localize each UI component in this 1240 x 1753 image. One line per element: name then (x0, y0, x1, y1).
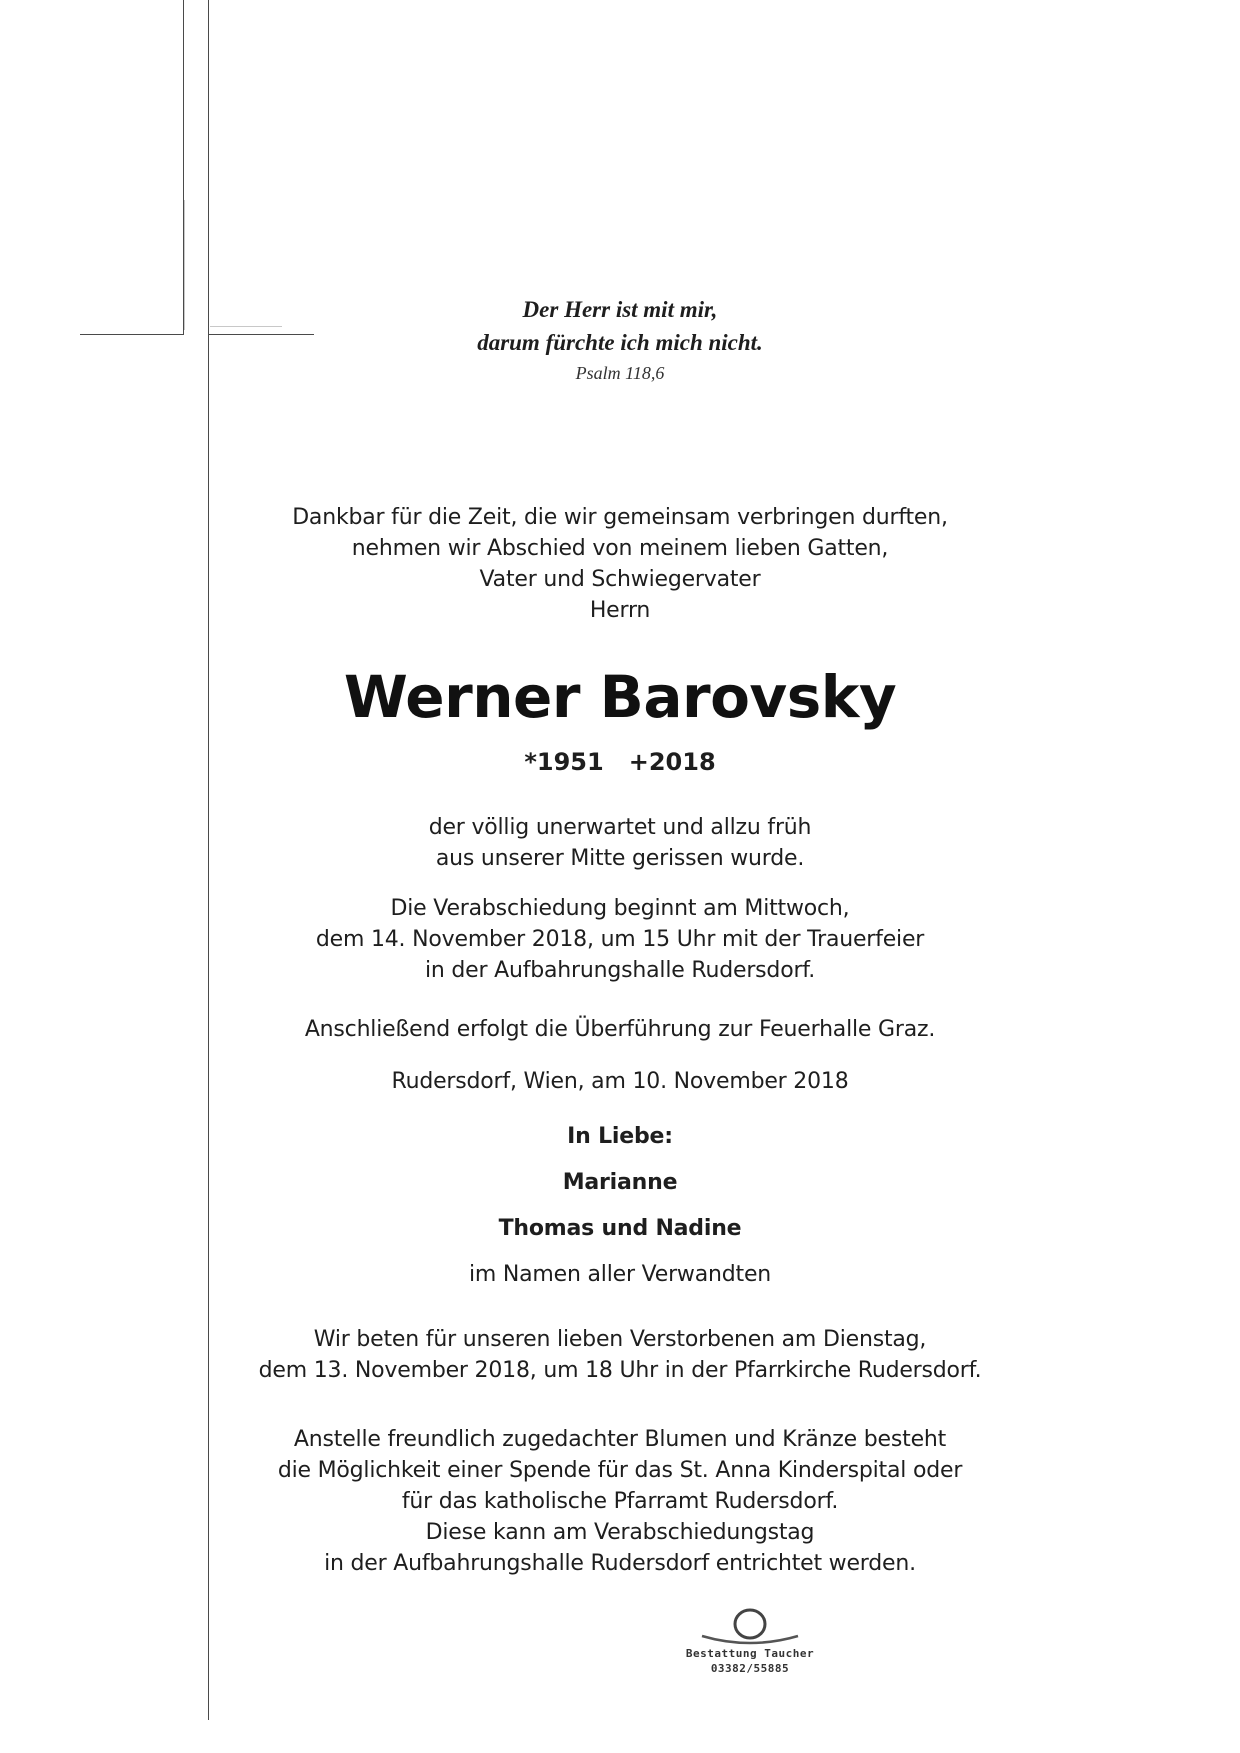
funeral-home-block (620, 1600, 880, 1676)
intro-line-2: nehmen wir Abschied von meinem lieben Gatten, (351, 536, 889, 561)
donation-line-3: für das katholische Pfarramt Rudersdorf. (401, 1489, 839, 1514)
mourners-heading: In Liebe: (567, 1124, 673, 1149)
passing-line-1: der völlig unerwartet und allzu früh (428, 815, 812, 840)
mourner-children: Thomas und Nadine (498, 1216, 742, 1241)
intro-line-3: Vater und Schwiegervater (479, 567, 761, 592)
prayer-line-2: dem 13. November 2018, um 18 Uhr in der Pfarrkirche Rudersdorf. (258, 1358, 982, 1383)
mourner-relatives: im Namen aller Verwandten (468, 1262, 772, 1287)
donation-line-4: Diese kann am Verabschiedungstag (425, 1520, 815, 1545)
psalm-line-2: darum fürchte ich mich nicht. (477, 330, 763, 355)
funeral-home-name: Bestattung Taucher (685, 1647, 815, 1660)
deceased-dates: *1951 +2018 (524, 748, 716, 776)
psalm-source: Psalm 118,6 (575, 363, 665, 383)
deceased-name: Werner Barovsky (343, 663, 897, 731)
donation-line-1: Anstelle freundlich zugedachter Blumen und Kränze besteht (293, 1427, 947, 1452)
intro-line-1: Dankbar für die Zeit, die wir gemeinsam verbringen durften, (292, 505, 948, 530)
farewell-line-2: dem 14. November 2018, um 15 Uhr mit der Trauerfeier (315, 927, 925, 952)
mourner-spouse: Marianne (562, 1170, 678, 1195)
psalm-line-1: Der Herr ist mit mir, (522, 297, 718, 322)
funeral-home-phone: 03382/55885 (710, 1662, 790, 1675)
donation-line-2: die Möglichkeit einer Spende für das St. Anna Kinderspital oder (277, 1458, 963, 1483)
donation-line-5: in der Aufbahrungshalle Rudersdorf entrichtet werden. (324, 1551, 916, 1576)
cross-inner-horizontal (210, 326, 282, 327)
place-date: Rudersdorf, Wien, am 10. November 2018 (391, 1069, 849, 1094)
prayer-line-1: Wir beten für unseren lieben Verstorbenen am Dienstag, (313, 1327, 927, 1352)
farewell-line-1: Die Verabschiedung beginnt am Mittwoch, (390, 896, 850, 921)
funeral-home-logo-icon (700, 1600, 800, 1646)
farewell-line-3: in der Aufbahrungshalle Rudersdorf. (424, 958, 816, 983)
transfer-text: Anschließend erfolgt die Überführung zur Feuerhalle Graz. (304, 1017, 936, 1042)
passing-line-2: aus unserer Mitte gerissen wurde. (435, 846, 805, 871)
intro-line-4: Herrn (589, 598, 651, 623)
